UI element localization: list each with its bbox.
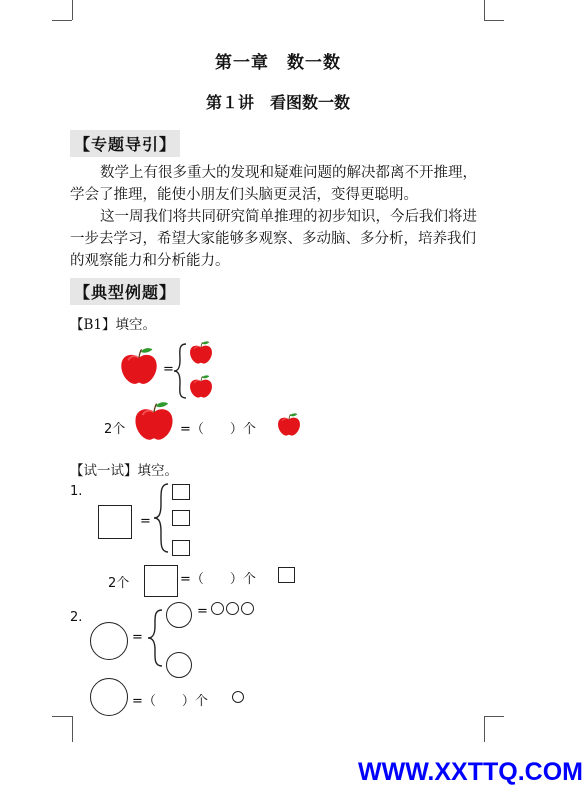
square-shape (144, 565, 178, 597)
equals-sign: = (132, 630, 143, 645)
square-shape (172, 510, 190, 526)
example-b1-label: 【B1】填空。 (70, 317, 157, 333)
apple-icon (188, 374, 214, 399)
circle-shape (241, 602, 254, 615)
square-shape (278, 567, 295, 583)
item-number-2: 2. (70, 610, 83, 625)
square-shape (172, 540, 190, 556)
square-shape (172, 484, 190, 500)
chapter-title: 第一章 数一数 (215, 53, 341, 73)
two-count-label: 2个 (104, 422, 126, 437)
apple-icon (118, 346, 160, 386)
blank-count-label: =（ ）个 (180, 422, 256, 437)
circle-shape (90, 622, 128, 660)
curly-brace (172, 342, 188, 400)
crop-mark-top-left-h (52, 20, 72, 21)
circle-shape (166, 602, 192, 628)
intro-paragraph-2: 这一周我们将共同研究简单推理的初步知识，今后我们将进一步去学习，希望大家能够多观察、多动脑、多分析，培养我们的观察能力和分析能力。 (70, 209, 477, 269)
apple-icon (276, 412, 302, 437)
circle-shape (90, 678, 128, 716)
equals-sign: = (140, 514, 151, 529)
crop-mark-top-right-h (484, 20, 504, 21)
crop-mark-bottom-right-h (484, 716, 504, 717)
square-shape (98, 505, 132, 539)
apple-icon (132, 400, 176, 442)
two-count-label: 2个 (108, 576, 130, 591)
circle-shape (232, 691, 244, 703)
intro-paragraph-1: 数学上有很多重大的发现和疑难问题的解决都离不开推理，学会了推理，能使小朋友们头脑更灵活，变得更聪明。 (70, 165, 477, 203)
curly-brace (146, 608, 164, 668)
section-heading-examples: 【典型例题】 (70, 278, 180, 305)
item-number-1: 1. (70, 484, 83, 499)
curly-brace (152, 482, 170, 554)
circle-shape (166, 652, 192, 678)
crop-mark-bottom-right (484, 716, 485, 742)
try-label: 【试一试】填空。 (70, 463, 178, 479)
crop-mark-top-right (484, 0, 485, 20)
site-watermark: WWW.XXTTQ.COM (358, 758, 583, 786)
circle-shape (226, 602, 239, 615)
circle-shape (211, 602, 224, 615)
blank-count-label: =（ ）个 (180, 572, 256, 587)
lecture-title: 第１讲 看图数一数 (205, 93, 350, 112)
apple-icon (188, 340, 214, 365)
crop-mark-top-left (72, 0, 73, 20)
crop-mark-bottom-left (72, 716, 73, 742)
crop-mark-bottom-left-h (52, 716, 72, 717)
equals-sign: = (163, 362, 174, 377)
section-heading-intro: 【专题导引】 (70, 130, 180, 157)
blank-count-label: =（ ）个 (132, 694, 208, 709)
equals-sign: = (197, 604, 208, 619)
